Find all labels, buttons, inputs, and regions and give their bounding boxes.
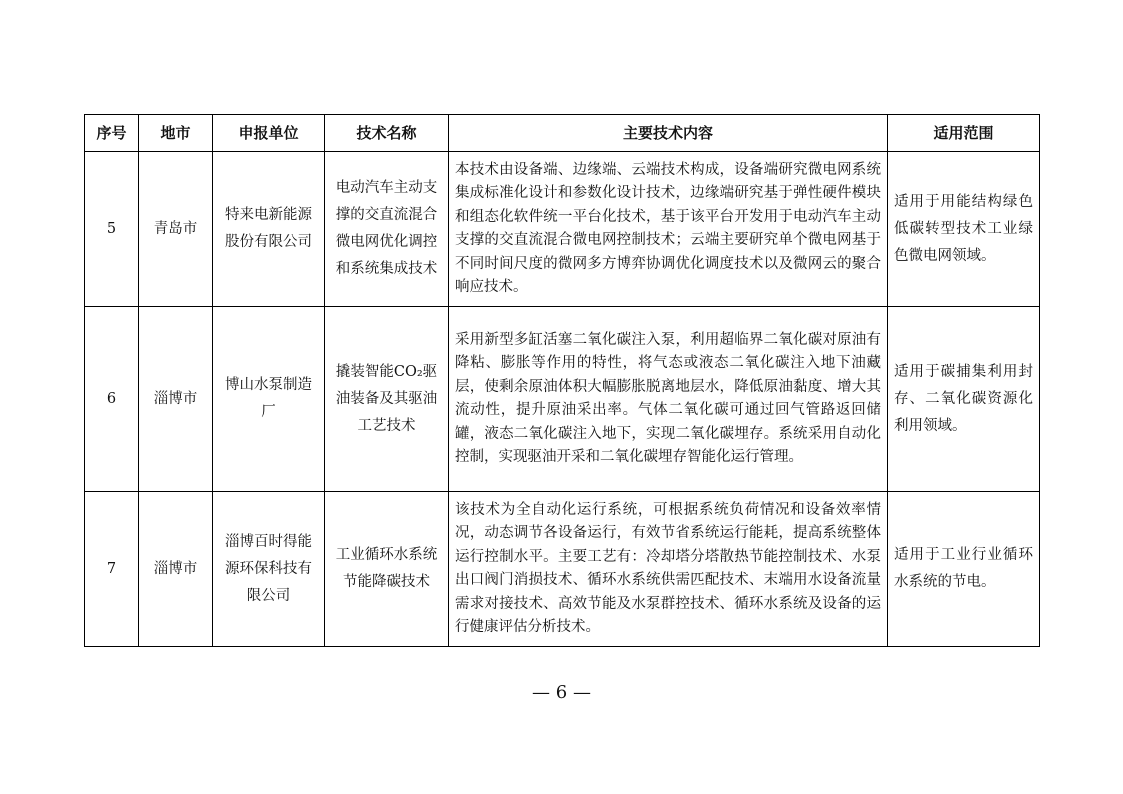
table-header-row <box>85 115 1040 152</box>
cell-city: 青岛市 <box>139 152 213 307</box>
cell-scope: 适用于碳捕集利用封存、二氧化碳资源化利用领域。 <box>888 307 1040 492</box>
cell-serial: 6 <box>85 307 139 492</box>
table-row <box>85 152 1040 307</box>
cell-tech-name: 撬装智能CO₂驱油装备及其驱油工艺技术 <box>325 307 449 492</box>
cell-tech-name: 电动汽车主动支撑的交直流混合微电网优化调控和系统集成技术 <box>325 152 449 307</box>
cell-city: 淄博市 <box>139 307 213 492</box>
header-scope: 适用范围 <box>888 115 1040 152</box>
header-city: 地市 <box>139 115 213 152</box>
header-tech-name: 技术名称 <box>325 115 449 152</box>
cell-tech-name: 工业循环水系统节能降碳技术 <box>325 492 449 647</box>
header-unit: 申报单位 <box>213 115 325 152</box>
header-content: 主要技术内容 <box>449 115 888 152</box>
header-serial: 序号 <box>85 115 139 152</box>
cell-serial: 5 <box>85 152 139 307</box>
cell-serial: 7 <box>85 492 139 647</box>
cell-scope: 适用于工业行业循环水系统的节电。 <box>888 492 1040 647</box>
cell-city: 淄博市 <box>139 492 213 647</box>
technology-table <box>84 114 1040 647</box>
cell-content: 采用新型多缸活塞二氧化碳注入泵，利用超临界二氧化碳对原油有降粘、膨胀等作用的特性，将气态或液态二氧化碳注入地下油藏层，使剩余原油体积大幅膨胀脱离地层水，降低原油黏度、增大其流动性，提升原油采出率。气体二氧化碳可通过回气管路返回储罐，液态二氧化碳注入地下，实现二氧化碳埋存。系统采用自动化控制，实现驱油开采和二氧化碳埋存智能化运行管理。 <box>449 307 888 492</box>
cell-content: 本技术由设备端、边缘端、云端技术构成，设备端研究微电网系统集成标准化设计和参数化设计技术，边缘端研究基于弹性硬件模块和组态化软件统一平台化技术，基于该平台开发用于电动汽车主动支撑的交直流混合微电网控制技术；云端主要研究单个微电网基于不同时间尺度的微网多方博弈协调优化调度技术以及微网云的聚合响应技术。 <box>449 152 888 307</box>
cell-unit: 博山水泵制造厂 <box>213 307 325 492</box>
cell-content: 该技术为全自动化运行系统，可根据系统负荷情况和设备效率情况，动态调节各设备运行，有效节省系统运行能耗，提高系统整体运行控制水平。主要工艺有：冷却塔分塔散热节能控制技术、水泵出口阀门消损技术、循环水系统供需匹配技术、末端用水设备流量需求对接技术、高效节能及水泵群控技术、循环水系统及设备的运行健康评估分析技术。 <box>449 492 888 647</box>
table-row <box>85 307 1040 492</box>
cell-scope: 适用于用能结构绿色低碳转型技术工业绿色微电网领域。 <box>888 152 1040 307</box>
cell-unit: 淄博百时得能源环保科技有限公司 <box>213 492 325 647</box>
cell-unit: 特来电新能源股份有限公司 <box>213 152 325 307</box>
table-row <box>85 492 1040 647</box>
page-number: — 6 — <box>532 682 591 703</box>
